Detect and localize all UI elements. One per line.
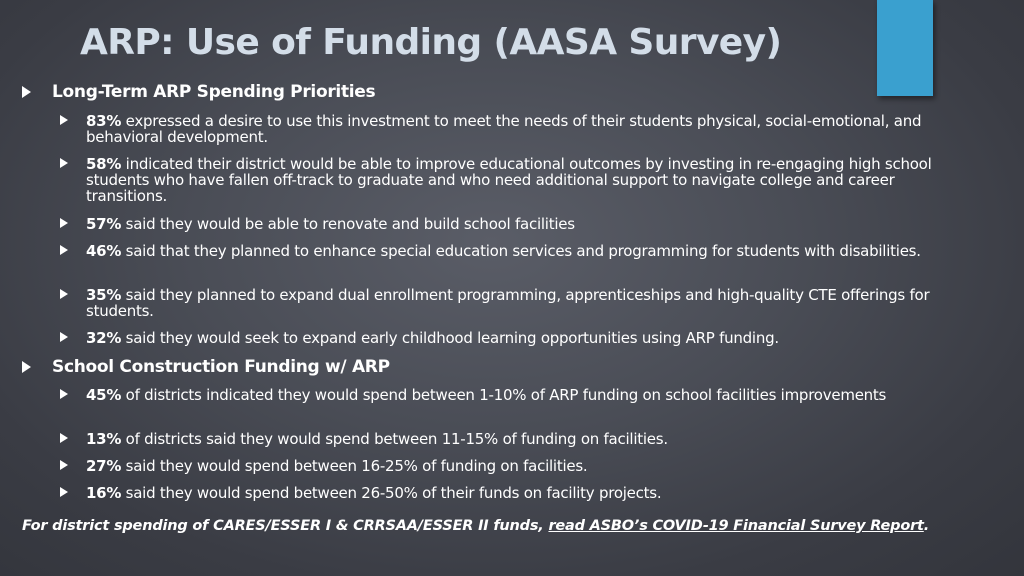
triangle-bullet-icon	[60, 245, 68, 255]
footer-note	[22, 518, 929, 534]
section-heading-text: Long-Term ARP Spending Priorities	[52, 82, 376, 102]
list-item	[60, 156, 970, 204]
triangle-bullet-icon	[22, 86, 31, 98]
list-item	[60, 113, 970, 145]
footer-end: .	[923, 518, 930, 534]
list-item	[60, 243, 970, 259]
list-item	[60, 431, 970, 447]
triangle-bullet-icon	[60, 115, 68, 125]
percent-value: 57%	[86, 215, 122, 233]
percent-value: 32%	[86, 329, 122, 347]
percent-value: 35%	[86, 286, 122, 304]
item-text: said that they planned to enhance special education services and programming for students with disabilities.	[121, 242, 921, 260]
section-heading-text: School Construction Funding w/ ARP	[52, 357, 390, 377]
percent-value: 83%	[86, 112, 122, 130]
triangle-bullet-icon	[60, 332, 68, 342]
survey-report-link[interactable]: read ASBO’s COVID-19 Financial Survey Report	[548, 518, 924, 534]
list-item	[60, 387, 970, 403]
list-item	[60, 485, 970, 501]
list-item	[60, 216, 970, 232]
list-item	[60, 458, 970, 474]
percent-value: 27%	[86, 457, 122, 475]
item-text: expressed a desire to use this investment to meet the needs of their students physical, social-emotional, and behavioral development.	[86, 112, 922, 146]
slide-title: ARP: Use of Funding (AASA Survey)	[80, 22, 782, 63]
percent-value: 45%	[86, 386, 122, 404]
triangle-bullet-icon	[60, 433, 68, 443]
triangle-bullet-icon	[60, 487, 68, 497]
triangle-bullet-icon	[60, 289, 68, 299]
item-text: said they would seek to expand early childhood learning opportunities using ARP funding.	[121, 329, 779, 347]
item-text: of districts indicated they would spend between 1-10% of ARP funding on school facilities improvements	[121, 386, 887, 404]
percent-value: 16%	[86, 484, 122, 502]
item-text: indicated their district would be able to improve educational outcomes by investing in re-engaging high school students who have fallen off-track to graduate and who need additional support to navigate college and career transitions.	[86, 155, 932, 205]
item-text: said they planned to expand dual enrollment programming, apprenticeships and high-quality CTE offerings for students.	[86, 286, 930, 320]
percent-value: 13%	[86, 430, 122, 448]
item-text: said they would spend between 26-50% of their funds on facility projects.	[121, 484, 662, 502]
triangle-bullet-icon	[60, 218, 68, 228]
triangle-bullet-icon	[60, 460, 68, 470]
list-item	[60, 330, 970, 346]
percent-value: 58%	[86, 155, 122, 173]
item-text: of districts said they would spend between 11-15% of funding on facilities.	[121, 430, 668, 448]
item-text: said they would be able to renovate and build school facilities	[121, 215, 575, 233]
percent-value: 46%	[86, 242, 122, 260]
list-item	[60, 287, 970, 319]
triangle-bullet-icon	[22, 361, 31, 373]
triangle-bullet-icon	[60, 158, 68, 168]
triangle-bullet-icon	[60, 389, 68, 399]
accent-bar	[877, 0, 933, 96]
footer-text: For district spending of CARES/ESSER I & CRRSAA/ESSER II funds,	[22, 518, 549, 534]
item-text: said they would spend between 16-25% of funding on facilities.	[121, 457, 588, 475]
